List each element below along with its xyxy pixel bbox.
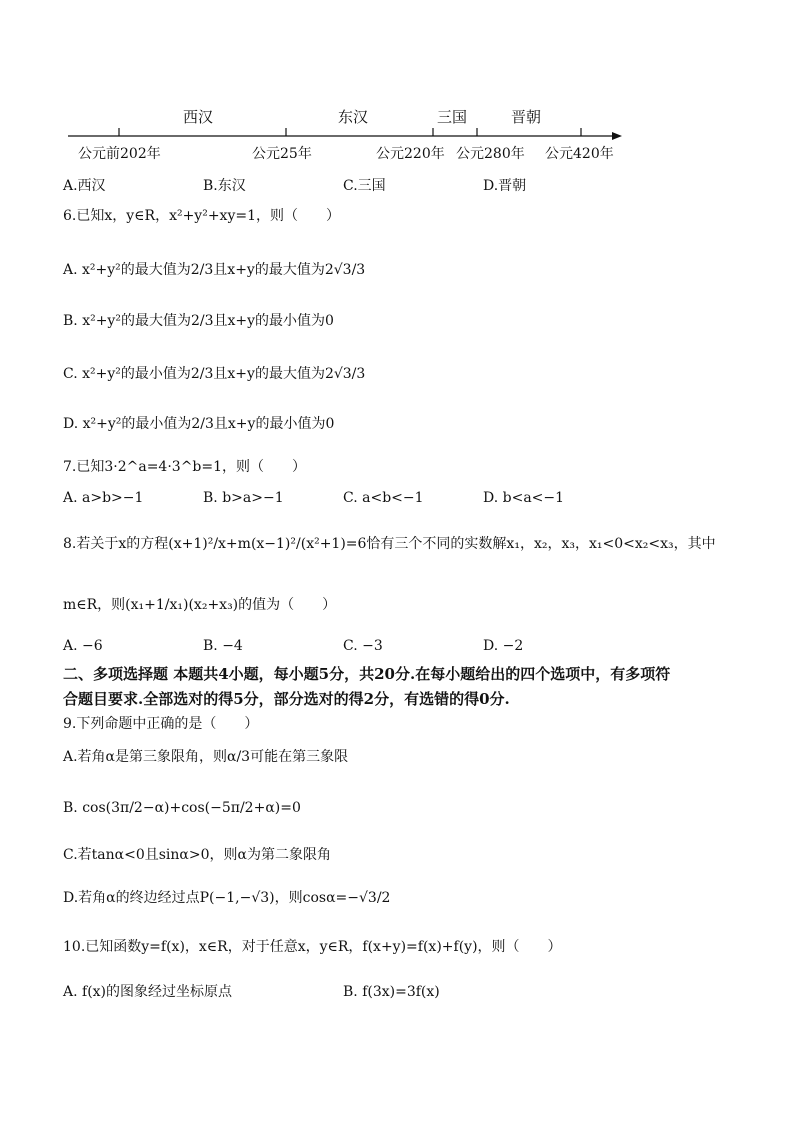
option-d: D.晋朝: [483, 178, 527, 194]
tick-label: 公元420年: [545, 146, 614, 162]
q9-option-b: B. cos(3π/2−α)+cos(−5π/2+α)=0: [63, 800, 301, 816]
q7-option-d: D. b<a<−1: [483, 490, 565, 506]
question-9-stem: 9.下列命题中正确的是（ ）: [63, 716, 259, 732]
era-label: 西汉: [183, 108, 214, 126]
era-label: 晋朝: [511, 108, 542, 126]
q9-option-d: D.若角α的终边经过点P(−1,−√3)，则cosα=−√3/2: [63, 890, 391, 906]
q10-option-b: B. f(3x)=3f(x): [343, 984, 440, 1000]
option-b: B.东汉: [203, 178, 246, 194]
q7-option-b: B. b>a>−1: [203, 490, 284, 506]
era-label: 三国: [437, 108, 468, 126]
q10-option-a: A. f(x)的图象经过坐标原点: [63, 984, 233, 1000]
q6-option-d: D. x²+y²的最小值为2/3且x+y的最小值为0: [63, 416, 335, 432]
tick-label: 公元前202年: [78, 146, 161, 162]
q9-option-a: A.若角α是第三象限角，则α/3可能在第三象限: [63, 749, 349, 765]
q7-option-a: A. a>b>−1: [63, 490, 144, 506]
option-a: A.西汉: [63, 178, 106, 194]
question-6-stem: 6.已知x，y∈R，x²+y²+xy=1，则（ ）: [63, 208, 340, 224]
q6-option-a: A. x²+y²的最大值为2/3且x+y的最大值为2√3/3: [63, 262, 366, 278]
q9-option-c: C.若tanα<0且sinα>0，则α为第二象限角: [63, 847, 331, 863]
q8-option-b: B. −4: [203, 638, 243, 654]
option-c: C.三国: [343, 178, 386, 194]
question-10-stem: 10.已知函数y=f(x)，x∈R，对于任意x，y∈R，f(x+y)=f(x)+f(y)，则（ ）: [63, 939, 562, 955]
q8-option-a: A. −6: [63, 638, 103, 654]
era-label: 东汉: [338, 108, 369, 126]
q8-option-c: C. −3: [343, 638, 383, 654]
tick-label: 公元25年: [252, 146, 312, 162]
section-heading-line2: 合题目要求.全部选对的得5分，部分选对的得2分，有选错的得0分.: [63, 690, 510, 708]
q8-option-d: D. −2: [483, 638, 524, 654]
question-8-stem-line1: 8.若关于x的方程(x+1)²/x+m(x−1)²/(x²+1)=6恰有三个不同的实数解x₁，x₂，x₃，x₁<0<x₂<x₃，其中: [63, 536, 716, 552]
tick-label: 公元280年: [456, 146, 525, 162]
q7-option-c: C. a<b<−1: [343, 490, 424, 506]
section-heading-line1: 二、多项选择题 本题共4小题，每小题5分，共20分.在每小题给出的四个选项中，有多项符: [63, 665, 671, 683]
q6-option-b: B. x²+y²的最大值为2/3且x+y的最小值为0: [63, 313, 334, 329]
q6-option-c: C. x²+y²的最小值为2/3且x+y的最大值为2√3/3: [63, 366, 366, 382]
tick-label: 公元220年: [376, 146, 445, 162]
question-8-stem-line2: m∈R，则(x₁+1/x₁)(x₂+x₃)的值为（ ）: [63, 597, 337, 613]
question-7-stem: 7.已知3·2^a=4·3^b=1，则（ ）: [63, 459, 307, 475]
